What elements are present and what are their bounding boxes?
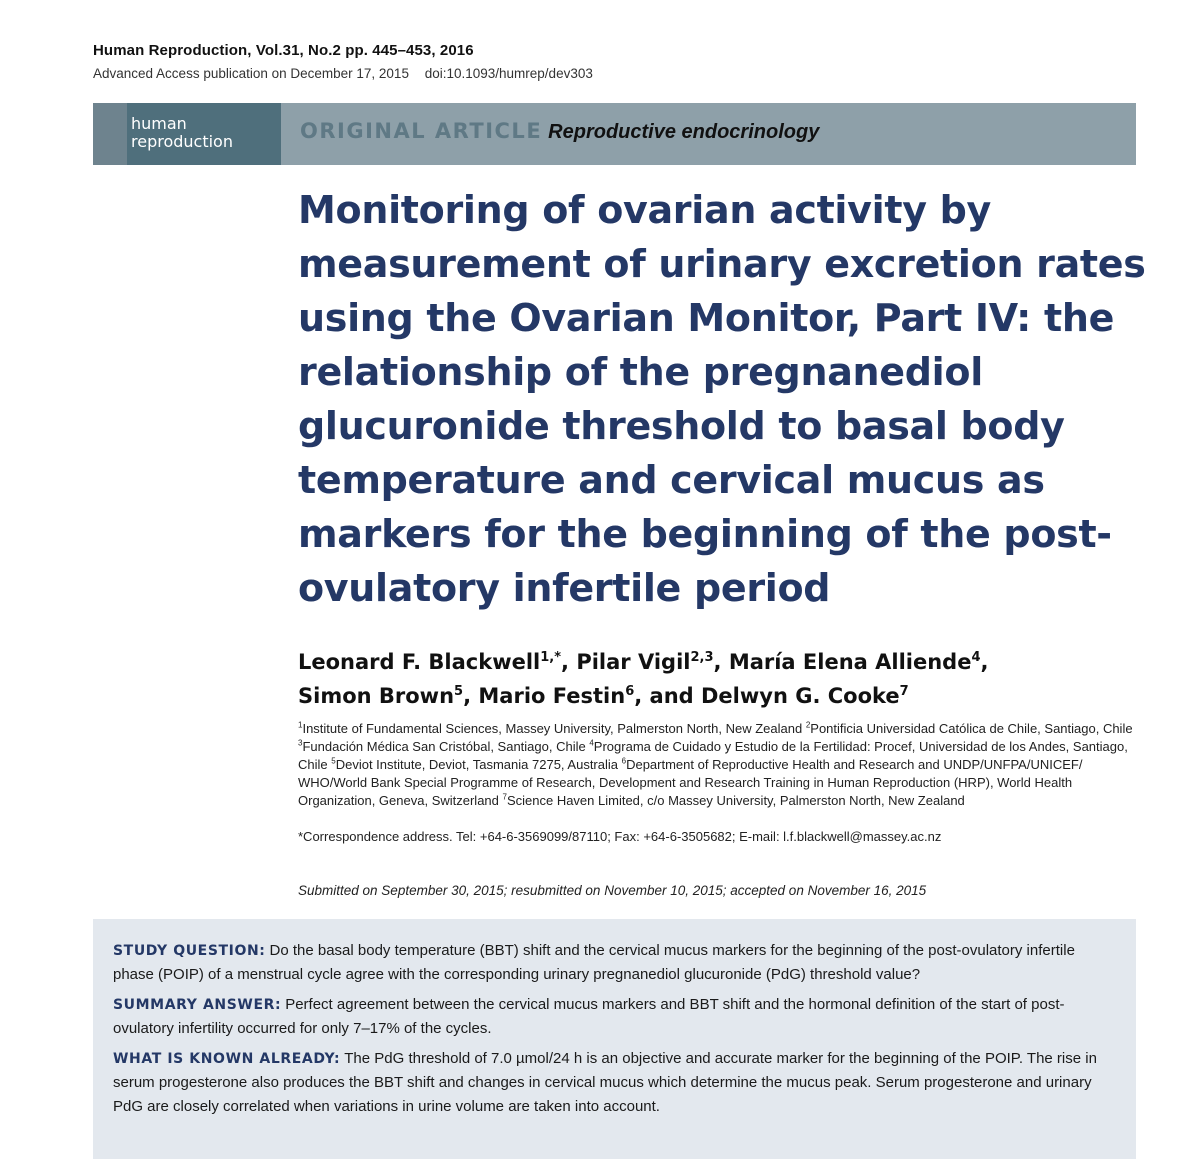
section-heading: STUDY QUESTION:	[113, 943, 266, 959]
author[interactable]: Simon Brown	[298, 684, 455, 708]
section-text: Do the basal body temperature (BBT) shift and the cervical mucus markers for the beginning of the post-ovulatory infertile phase (POIP) of a menstrual cycle agree with the corresponding urinary pregnanediol glucuronide (PdG) threshold value?	[113, 942, 1075, 983]
article-banner	[93, 103, 1136, 165]
section-text: The PdG threshold of 7.0 µmol/24 h is an objective and accurate marker for the beginning of the POIP. The rise in serum progesterone also produces the BBT shift and changes in cervical mucus which determine the mucus peak. Serum progesterone and urinary PdG are closely correlated when variations in urine volume are taken into account.	[113, 1050, 1097, 1115]
logo-line-2: reproduction	[131, 132, 233, 151]
article-subject: Reproductive endocrinology	[548, 121, 820, 143]
affiliation: Pontificia Universidad Católica de Chile, Santiago, Chile	[810, 721, 1133, 736]
journal-logo	[127, 103, 281, 165]
article-category	[300, 119, 819, 144]
author[interactable]: Delwyn G. Cooke	[701, 684, 900, 708]
section-heading: SUMMARY ANSWER:	[113, 997, 282, 1013]
affiliation: Science Haven Limited, c/o Massey University, Palmerston North, New Zealand	[506, 793, 965, 808]
abstract-study-question	[113, 939, 1118, 987]
author-list: Leonard F. Blackwell$^{1,*}$, Pilar Vigil$^{2,3}$, María Elena Alliende$^4$, Simon Brown$^5$, Mario Festin$^6$, and Delwyn G. Cooke$^7$	[298, 650, 989, 708]
affiliation: Institute of Fundamental Sciences, Massey University, Palmerston North, New Zealand	[302, 721, 806, 736]
publication-info	[93, 66, 593, 81]
access-date: Advanced Access publication on December 17, 2015	[93, 66, 409, 81]
affiliation: Programa de Cuidado y Estudio de la Fertilidad: Procef, Universidad de los Andes, Santiago, Chile	[298, 739, 1128, 772]
affiliation: Fundación Médica San Cristóbal, Santiago, Chile	[302, 739, 590, 754]
author-affil-ref: 2,3	[690, 650, 714, 665]
author-affil-ref: 7	[899, 684, 909, 699]
doi-link[interactable]: doi:10.1093/humrep/dev303	[424, 66, 593, 81]
journal-citation: Human Reproduction, Vol.31, No.2 pp. 445–453, 2016	[93, 42, 474, 59]
section-heading: WHAT IS KNOWN ALREADY:	[113, 1051, 341, 1067]
affiliation: Department of Reproductive Health and Research and UNDP/UNFPA/UNICEF/ WHO/World Bank Special Programme of Research, Development and Research Training in Human Reproduction (HRP), World Health Organization, Geneva, Switzerland	[298, 757, 1083, 808]
author-affil-ref: 1,*	[540, 650, 562, 665]
author[interactable]: María Elena Alliende	[728, 650, 972, 674]
structured-abstract	[93, 919, 1136, 1159]
affiliations: $^1$Institute of Fundamental Sciences, Massey University, Palmerston North, New Zealand $^2$Pontificia Universidad Católica de Chile, Santiago, Chile $^3$Fundación Médica San Cristóbal, Santiago, Chile $^4$Programa de Cuidado y Estudio de la Fertilidad: Procef, Universidad de los Andes, Santiago, Chile $^5$Deviot Institute, Deviot, Tasmania 7275, Australia $^6$Department of Reproductive Health and Research and UNDP/UNFPA/UNICEF/ WHO/World Bank Special Programme of Research, Development and Research Training in Human Reproduction (HRP), World Health Organization, Geneva, Switzerland $^7$Science Haven Limited, c/o Massey University, Palmerston North, New Zealand	[298, 720, 1133, 808]
author[interactable]: Pilar Vigil	[576, 650, 691, 674]
logo-line-1: human	[131, 114, 187, 133]
section-text: Perfect agreement between the cervical mucus markers and BBT shift and the hormonal definition of the start of post-ovulatory infertility occurred for only 7–17% of the cycles.	[113, 996, 1065, 1037]
author[interactable]: Leonard F. Blackwell	[298, 650, 541, 674]
correspondence-address: *Correspondence address. Tel: +64-6-3569099/87110; Fax: +64-6-3505682; E-mail: l.f.blackwell@massey.ac.nz	[298, 829, 942, 844]
abstract-known-already	[113, 1047, 1118, 1119]
article-title: Monitoring of ovarian activity by measurement of urinary excretion rates using the Ovarian Monitor, Part IV: the relationship of the pregnanediol glucuronide threshold to basal body temperature and cervical mucus as markers for the beginning of the post-ovulatory infertile period	[298, 188, 1146, 610]
author-affil-ref: 4	[971, 650, 981, 665]
submission-dates: Submitted on September 30, 2015; resubmitted on November 10, 2015; accepted on November 16, 2015	[298, 883, 927, 898]
affiliation: Deviot Institute, Deviot, Tasmania 7275, Australia	[335, 757, 622, 772]
article-type: ORIGINAL ARTICLE	[300, 119, 543, 143]
author-affil-ref: 6	[625, 684, 635, 699]
author-affil-ref: 5	[454, 684, 464, 699]
abstract-summary-answer	[113, 993, 1118, 1041]
banner-stripe	[93, 103, 127, 165]
author[interactable]: Mario Festin	[478, 684, 626, 708]
